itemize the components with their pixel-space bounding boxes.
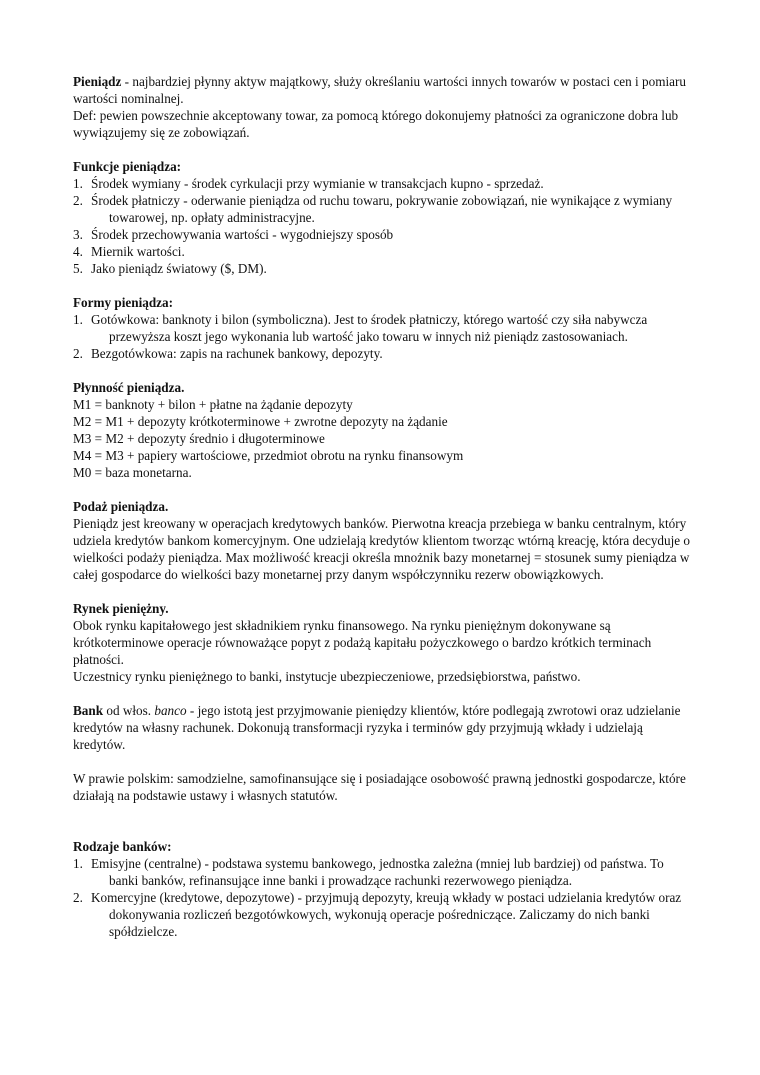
list-item: 2. Bezgotówkowa: zapis na rachunek bankowy, depozyty. — [73, 346, 383, 361]
liquidity-line: M4 = M3 + papiery wartościowe, przedmiot obrotu na rynku finansowym — [73, 448, 464, 463]
liquidity-line: M2 = M1 + depozyty krótkoterminowe + zwrotne depozyty na żądanie — [73, 414, 448, 429]
functions-list — [73, 175, 693, 277]
bank-term: Bank — [73, 703, 104, 718]
list-item: 1. Gotówkowa: banknoty i bilon (symboliczna). Jest to środek płatniczy, którego wartość czy siła nabywcza przewyższa koszt jego wykonania lub wartość jako towaru w innych niż pieniądz zastosowaniach. — [73, 312, 648, 344]
supply-text: Pieniądz jest kreowany w operacjach kredytowych banków. Pierwotna kreacja przebiega w banku centralnym, który udziela kredytów bankom komercyjnym. One udzielają kredytów klientom tworząc wtórną kreację, która decyduje o wielkości podaży pieniądza. Max możliwość kreacji określa mnożnik bazy monetarnej = stosunek sumy pieniądza w całej gospodarce do wielkości bazy monetarnej przy danym współczynniku rezerw obowiązkowych. — [73, 516, 691, 582]
money-def2: Def: pewien powszechnie akceptowany towar, za pomocą którego dokonujemy płatności za ograniczone dobra lub wywiązujemy się ze zobowiązań. — [73, 108, 679, 140]
bank-etymology: banco — [154, 703, 187, 718]
money-def1: - najbardziej płynny aktyw majątkowy, służy określaniu wartości innych towarów w postaci cen i pomiaru wartości nominalnej. — [73, 74, 686, 106]
document-page — [73, 73, 693, 940]
market-heading: Rynek pieniężny. — [73, 601, 169, 616]
supply-heading: Podaż pieniądza. — [73, 499, 169, 514]
market-text: Obok rynku kapitałowego jest składnikiem rynku finansowego. Na rynku pieniężnym dokonywane są krótkoterminowe operacje równoważące popyt z podażą kapitału pożyczkowego o bardzo krótkich terminach płatności. — [73, 618, 652, 667]
bank-types-list — [73, 855, 693, 940]
bank-law: W prawie polskim: samodzielne, samofinansujące się i posiadające osobowość prawną jednostki gospodarcze, które działają na podstawie ustawy i własnych statutów. — [73, 771, 686, 803]
functions-heading: Funkcje pieniądza: — [73, 159, 182, 174]
list-item: 1. Emisyjne (centralne) - podstawa systemu bankowego, jednostka zależna (mniej lub bardziej) od państwa. To banki banków, refinansujące inne banki i prowadzące rachunki rezerwowego pieniądza. — [73, 856, 664, 888]
money-term: Pieniądz — [73, 74, 122, 89]
list-item: 2. Komercyjne (kredytowe, depozytowe) - przyjmują depozyty, kreują wkłady w postaci udzielania kredytów oraz dokonywania rozliczeń bezgotówkowych, wykonują operacje pośredniczące. Zaliczamy do nich banki spółdzielcze. — [73, 890, 682, 939]
bank-definition: Bank od włos. banco - jego istotą jest przyjmowanie pieniędzy klientów, które podlegają zwrotowi oraz udzielanie kredytów na własny rachunek. Dokonują transformacji ryzyka i terminów gdy przyjmują wkłady i udzielają kredytów. — [73, 703, 681, 752]
money-definition — [73, 73, 693, 107]
list-item: 1. Środek wymiany - środek cyrkulacji przy wymianie w transakcjach kupno - sprzedaż. — [73, 176, 544, 191]
list-item: 2. Środek płatniczy - oderwanie pieniądza od ruchu towaru, pokrywanie zobowiązań, nie wynikające z wymiany towarowej, np. opłaty administracyjne. — [73, 193, 673, 225]
list-item: 4. Miernik wartości. — [73, 244, 185, 259]
liquidity-line: M3 = M2 + depozyty średnio i długoterminowe — [73, 431, 325, 446]
forms-heading: Formy pieniądza: — [73, 295, 173, 310]
bank-types-heading: Rodzaje banków: — [73, 839, 172, 854]
forms-list — [73, 311, 693, 362]
liquidity-line: M1 = banknoty + bilon + płatne na żądanie depozyty — [73, 397, 353, 412]
list-item: 3. Środek przechowywania wartości - wygodniejszy sposób — [73, 227, 394, 242]
liquidity-heading: Płynność pieniądza. — [73, 380, 185, 395]
liquidity-line: M0 = baza monetarna. — [73, 465, 192, 480]
market-participants: Uczestnicy rynku pieniężnego to banki, instytucje ubezpieczeniowe, przedsiębiorstwa, państwo. — [73, 669, 581, 684]
list-item: 5. Jako pieniądz światowy ($, DM). — [73, 261, 267, 276]
